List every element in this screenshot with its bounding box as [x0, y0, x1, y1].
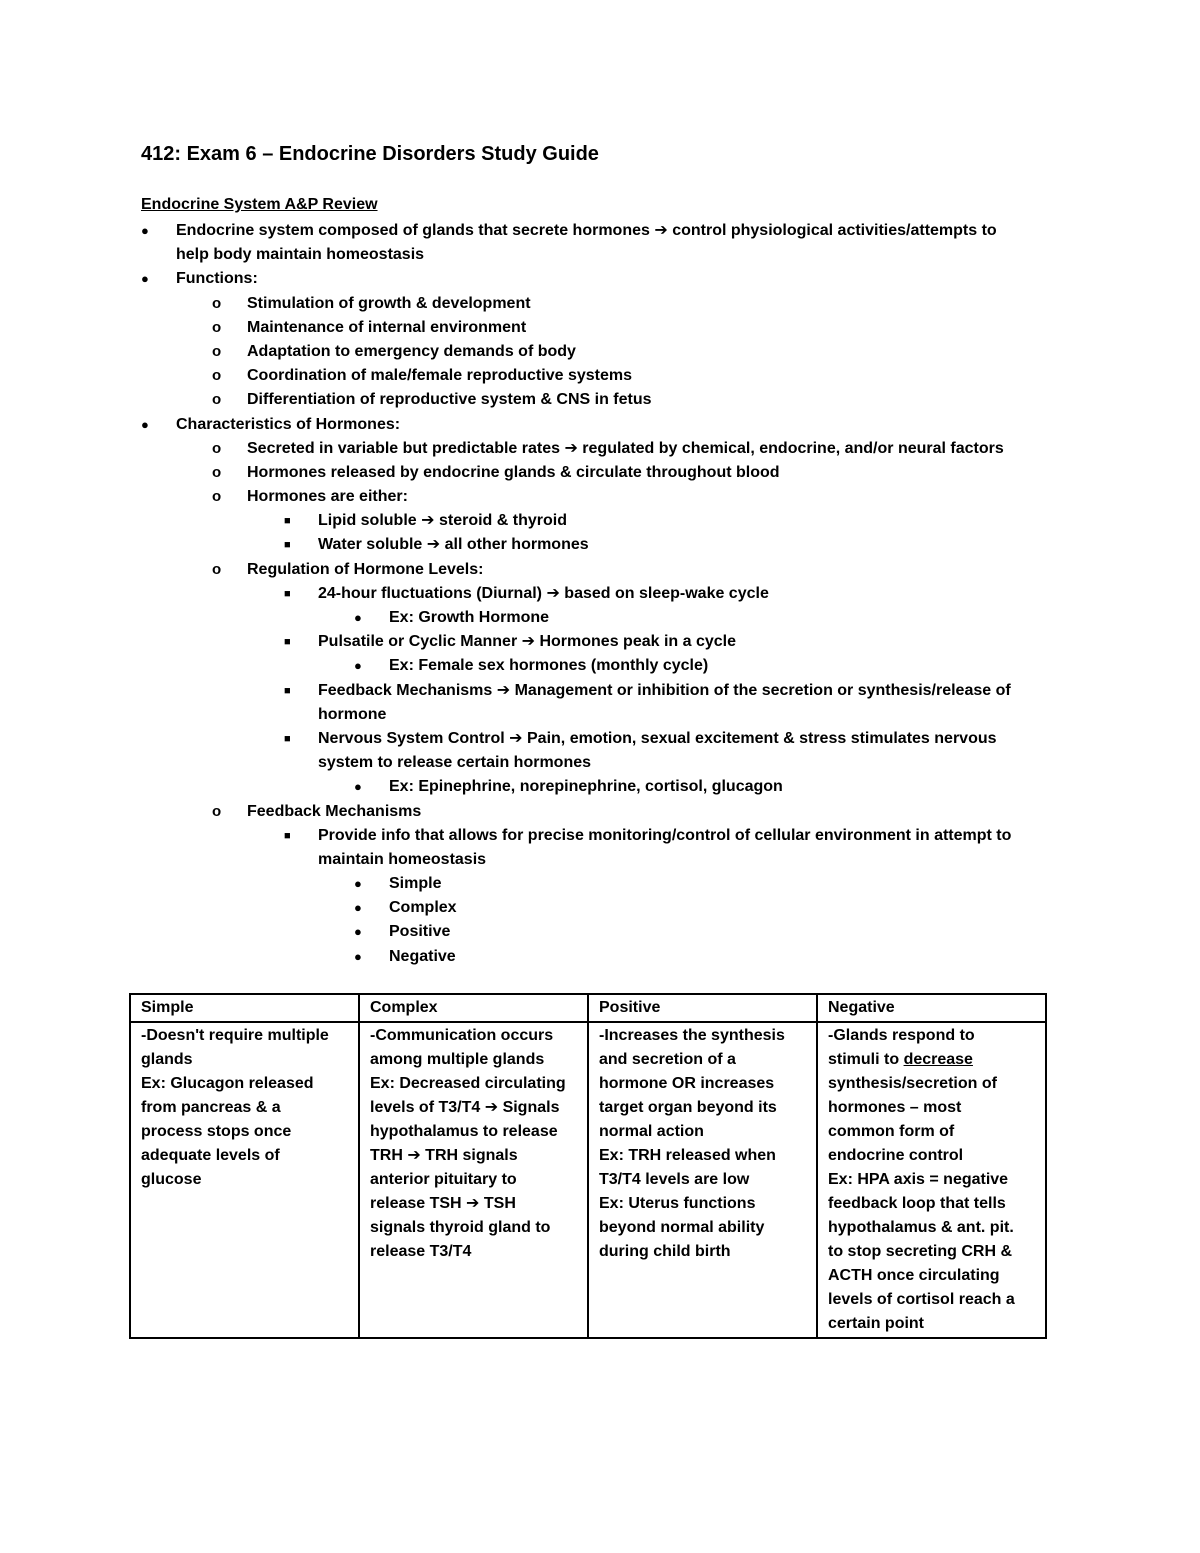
list-item-text: Maintenance of internal environment: [247, 318, 527, 336]
list-item: [0, 292, 1200, 316]
cell-line: and secretion of a: [599, 1051, 736, 1068]
section-heading: Endocrine System A&P Review: [141, 196, 378, 213]
table-row: [130, 1022, 1046, 1338]
bullet-marker: ■: [284, 539, 291, 552]
cell-line: release T3/T4: [370, 1243, 472, 1260]
cell-line: Ex: HPA axis = negative: [828, 1171, 1009, 1188]
bullet-marker: ●: [354, 924, 362, 940]
list-item-text: 24-hour fluctuations (Diurnal) ➔ based on sleep-wake cycle: [318, 584, 769, 602]
bullet-marker: ●: [354, 900, 362, 916]
bullet-marker: o: [212, 560, 222, 578]
list-item-text: Adaptation to emergency demands of body: [247, 342, 576, 360]
cell-line: stimuli to decrease: [828, 1051, 973, 1068]
document-title: 412: Exam 6 – Endocrine Disorders Study Guide: [141, 143, 599, 165]
cell-line: Ex: Glucagon released: [141, 1075, 314, 1092]
cell-line: from pancreas & a: [141, 1099, 281, 1116]
bullet-marker: ●: [354, 779, 362, 795]
table-cell-negative: [817, 1022, 1046, 1338]
cell-line: -Glands respond to: [828, 1027, 975, 1044]
underlined-word: decrease: [903, 1051, 973, 1068]
bullet-marker: o: [212, 367, 222, 385]
bullet-marker: ■: [284, 515, 291, 528]
list-item: [0, 606, 1200, 630]
table-header-cell: Negative: [817, 994, 1046, 1022]
cell-line: adequate levels of: [141, 1147, 280, 1164]
cell-line: hypothalamus to release: [370, 1123, 558, 1140]
cell-line: synthesis/secretion of: [828, 1075, 997, 1092]
cell-line: T3/T4 levels are low: [599, 1171, 750, 1188]
table-header-row: [130, 994, 1046, 1022]
cell-line: Ex: Uterus functions: [599, 1195, 756, 1212]
list-item-text: Positive: [389, 923, 451, 941]
list-item: [0, 896, 1200, 920]
list-item-text: Water soluble ➔ all other hormones: [318, 536, 589, 554]
bullet-marker: ●: [141, 223, 149, 238]
outline-list: [0, 219, 1200, 969]
cell-line: normal action: [599, 1123, 704, 1140]
list-item-text: Simple: [389, 875, 442, 893]
bullet-marker: ●: [354, 658, 362, 674]
bullet-marker: ●: [141, 416, 149, 432]
list-item: [0, 461, 1200, 485]
list-item-text: Nervous System Control ➔ Pain, emotion, sexual excitement & stress stimulates nervous: [318, 729, 997, 747]
cell-line: among multiple glands: [370, 1051, 545, 1068]
list-item: [0, 316, 1200, 340]
list-item: [0, 437, 1200, 461]
list-item: [0, 413, 1200, 437]
list-item-text: Feedback Mechanisms: [247, 802, 422, 820]
cell-line: certain point: [828, 1315, 925, 1332]
bullet-marker: o: [212, 391, 222, 409]
cell-line: signals thyroid gland to: [370, 1219, 551, 1236]
list-item: [0, 340, 1200, 364]
list-item-text: Hormones are either:: [247, 488, 408, 506]
list-item: [0, 630, 1200, 654]
cell-line: -Communication occurs: [370, 1027, 554, 1044]
cell-line: Ex: TRH released when: [599, 1147, 776, 1164]
bullet-marker: o: [212, 294, 222, 312]
cell-line: hormones – most: [828, 1099, 962, 1116]
table-cell-positive: [588, 1022, 817, 1338]
list-item: [0, 654, 1200, 678]
list-item-text: Differentiation of reproductive system & CNS in fetus: [247, 391, 652, 409]
list-item: [0, 775, 1200, 799]
cell-line: -Doesn't require multiple: [141, 1027, 329, 1044]
list-item-text: Provide info that allows for precise monitoring/control of cellular environment in attempt to: [318, 826, 1012, 844]
cell-line: process stops once: [141, 1123, 292, 1140]
list-item: [0, 751, 1200, 775]
cell-line: beyond normal ability: [599, 1219, 765, 1236]
list-item-text: Characteristics of Hormones:: [176, 415, 401, 433]
list-item: [0, 920, 1200, 944]
cell-line: during child birth: [599, 1243, 731, 1260]
list-item: [0, 872, 1200, 896]
bullet-marker: o: [212, 439, 222, 457]
cell-line: glucose: [141, 1171, 202, 1188]
cell-line: hormone OR increases: [599, 1075, 775, 1092]
list-item-text: Ex: Growth Hormone: [389, 609, 550, 626]
list-item-text: Hormones released by endocrine glands & circulate throughout blood: [247, 463, 780, 481]
list-item: [0, 219, 1200, 243]
list-item: [0, 485, 1200, 509]
list-item: [0, 558, 1200, 582]
table-header-cell: Positive: [588, 994, 817, 1022]
list-item: [0, 364, 1200, 388]
bullet-marker: ●: [354, 948, 362, 964]
bullet-marker: ●: [354, 610, 362, 625]
list-item-text: Pulsatile or Cyclic Manner ➔ Hormones peak in a cycle: [318, 633, 737, 651]
cell-line: endocrine control: [828, 1147, 964, 1164]
cell-line: glands: [141, 1051, 193, 1068]
cell-line: target organ beyond its: [599, 1099, 777, 1116]
list-item-text: maintain homeostasis: [318, 850, 487, 868]
list-item: [0, 388, 1200, 412]
list-item-text: hormone: [318, 705, 387, 723]
list-item-text: Functions:: [176, 270, 258, 288]
cell-line: ACTH once circulating: [828, 1267, 1000, 1284]
feedback-mechanisms-table: [129, 993, 1047, 1339]
bullet-marker: ■: [284, 732, 291, 745]
list-item: [0, 945, 1200, 969]
bullet-marker: ●: [354, 876, 362, 892]
bullet-marker: o: [212, 802, 222, 820]
list-item-text: Ex: Epinephrine, norepinephrine, cortisol, glucagon: [389, 778, 783, 796]
cell-line: -Increases the synthesis: [599, 1027, 785, 1044]
list-item: [0, 582, 1200, 606]
bullet-marker: o: [212, 318, 222, 336]
list-item: [0, 727, 1200, 751]
table-cell-complex: [359, 1022, 588, 1338]
list-item: [0, 848, 1200, 872]
cell-line: feedback loop that tells: [828, 1195, 1006, 1212]
list-item-text: Negative: [389, 947, 456, 965]
cell-line: release TSH ➔ TSH: [370, 1195, 516, 1212]
bullet-marker: ■: [284, 829, 291, 842]
list-item-text: system to release certain hormones: [318, 754, 592, 772]
list-item: [0, 243, 1200, 267]
bullet-marker: ■: [284, 684, 291, 697]
list-item-text: Secreted in variable but predictable rates ➔ regulated by chemical, endocrine, and/or neural factors: [247, 439, 1004, 457]
bullet-marker: o: [212, 488, 222, 506]
bullet-marker: ●: [141, 271, 149, 287]
cell-line: levels of cortisol reach a: [828, 1291, 1015, 1308]
list-item: [0, 267, 1200, 291]
cell-line: hypothalamus & ant. pit.: [828, 1219, 1014, 1236]
bullet-marker: ■: [284, 636, 291, 649]
list-item: [0, 509, 1200, 533]
bullet-marker: ■: [284, 587, 291, 600]
list-item: [0, 824, 1200, 848]
list-item: [0, 703, 1200, 727]
list-item-text: Stimulation of growth & development: [247, 294, 531, 312]
cell-line: Ex: Decreased circulating: [370, 1075, 566, 1092]
cell-line: to stop secreting CRH &: [828, 1243, 1013, 1260]
cell-line: common form of: [828, 1123, 955, 1140]
table-header-cell: Complex: [359, 994, 588, 1022]
list-item-text: Coordination of male/female reproductive systems: [247, 367, 632, 385]
list-item-text: Feedback Mechanisms ➔ Management or inhibition of the secretion or synthesis/release of: [318, 681, 1011, 699]
list-item-text: Regulation of Hormone Levels:: [247, 560, 484, 578]
list-item: [0, 679, 1200, 703]
list-item: [0, 533, 1200, 557]
cell-line: anterior pituitary to: [370, 1171, 517, 1188]
list-item: [0, 800, 1200, 824]
bullet-marker: o: [212, 463, 222, 481]
cell-line: levels of T3/T4 ➔ Signals: [370, 1099, 560, 1116]
list-item-text: Ex: Female sex hormones (monthly cycle): [389, 657, 709, 675]
list-item-text: Complex: [389, 899, 457, 917]
table-cell-simple: [130, 1022, 359, 1338]
list-item-text: Endocrine system composed of glands that secrete hormones ➔ control physiological activities/attempts to: [176, 222, 997, 239]
table-header-cell: Simple: [130, 994, 359, 1022]
list-item-text: help body maintain homeostasis: [176, 246, 425, 264]
list-item-text: Lipid soluble ➔ steroid & thyroid: [318, 512, 567, 530]
cell-line: TRH ➔ TRH signals: [370, 1147, 518, 1164]
bullet-marker: o: [212, 342, 222, 360]
